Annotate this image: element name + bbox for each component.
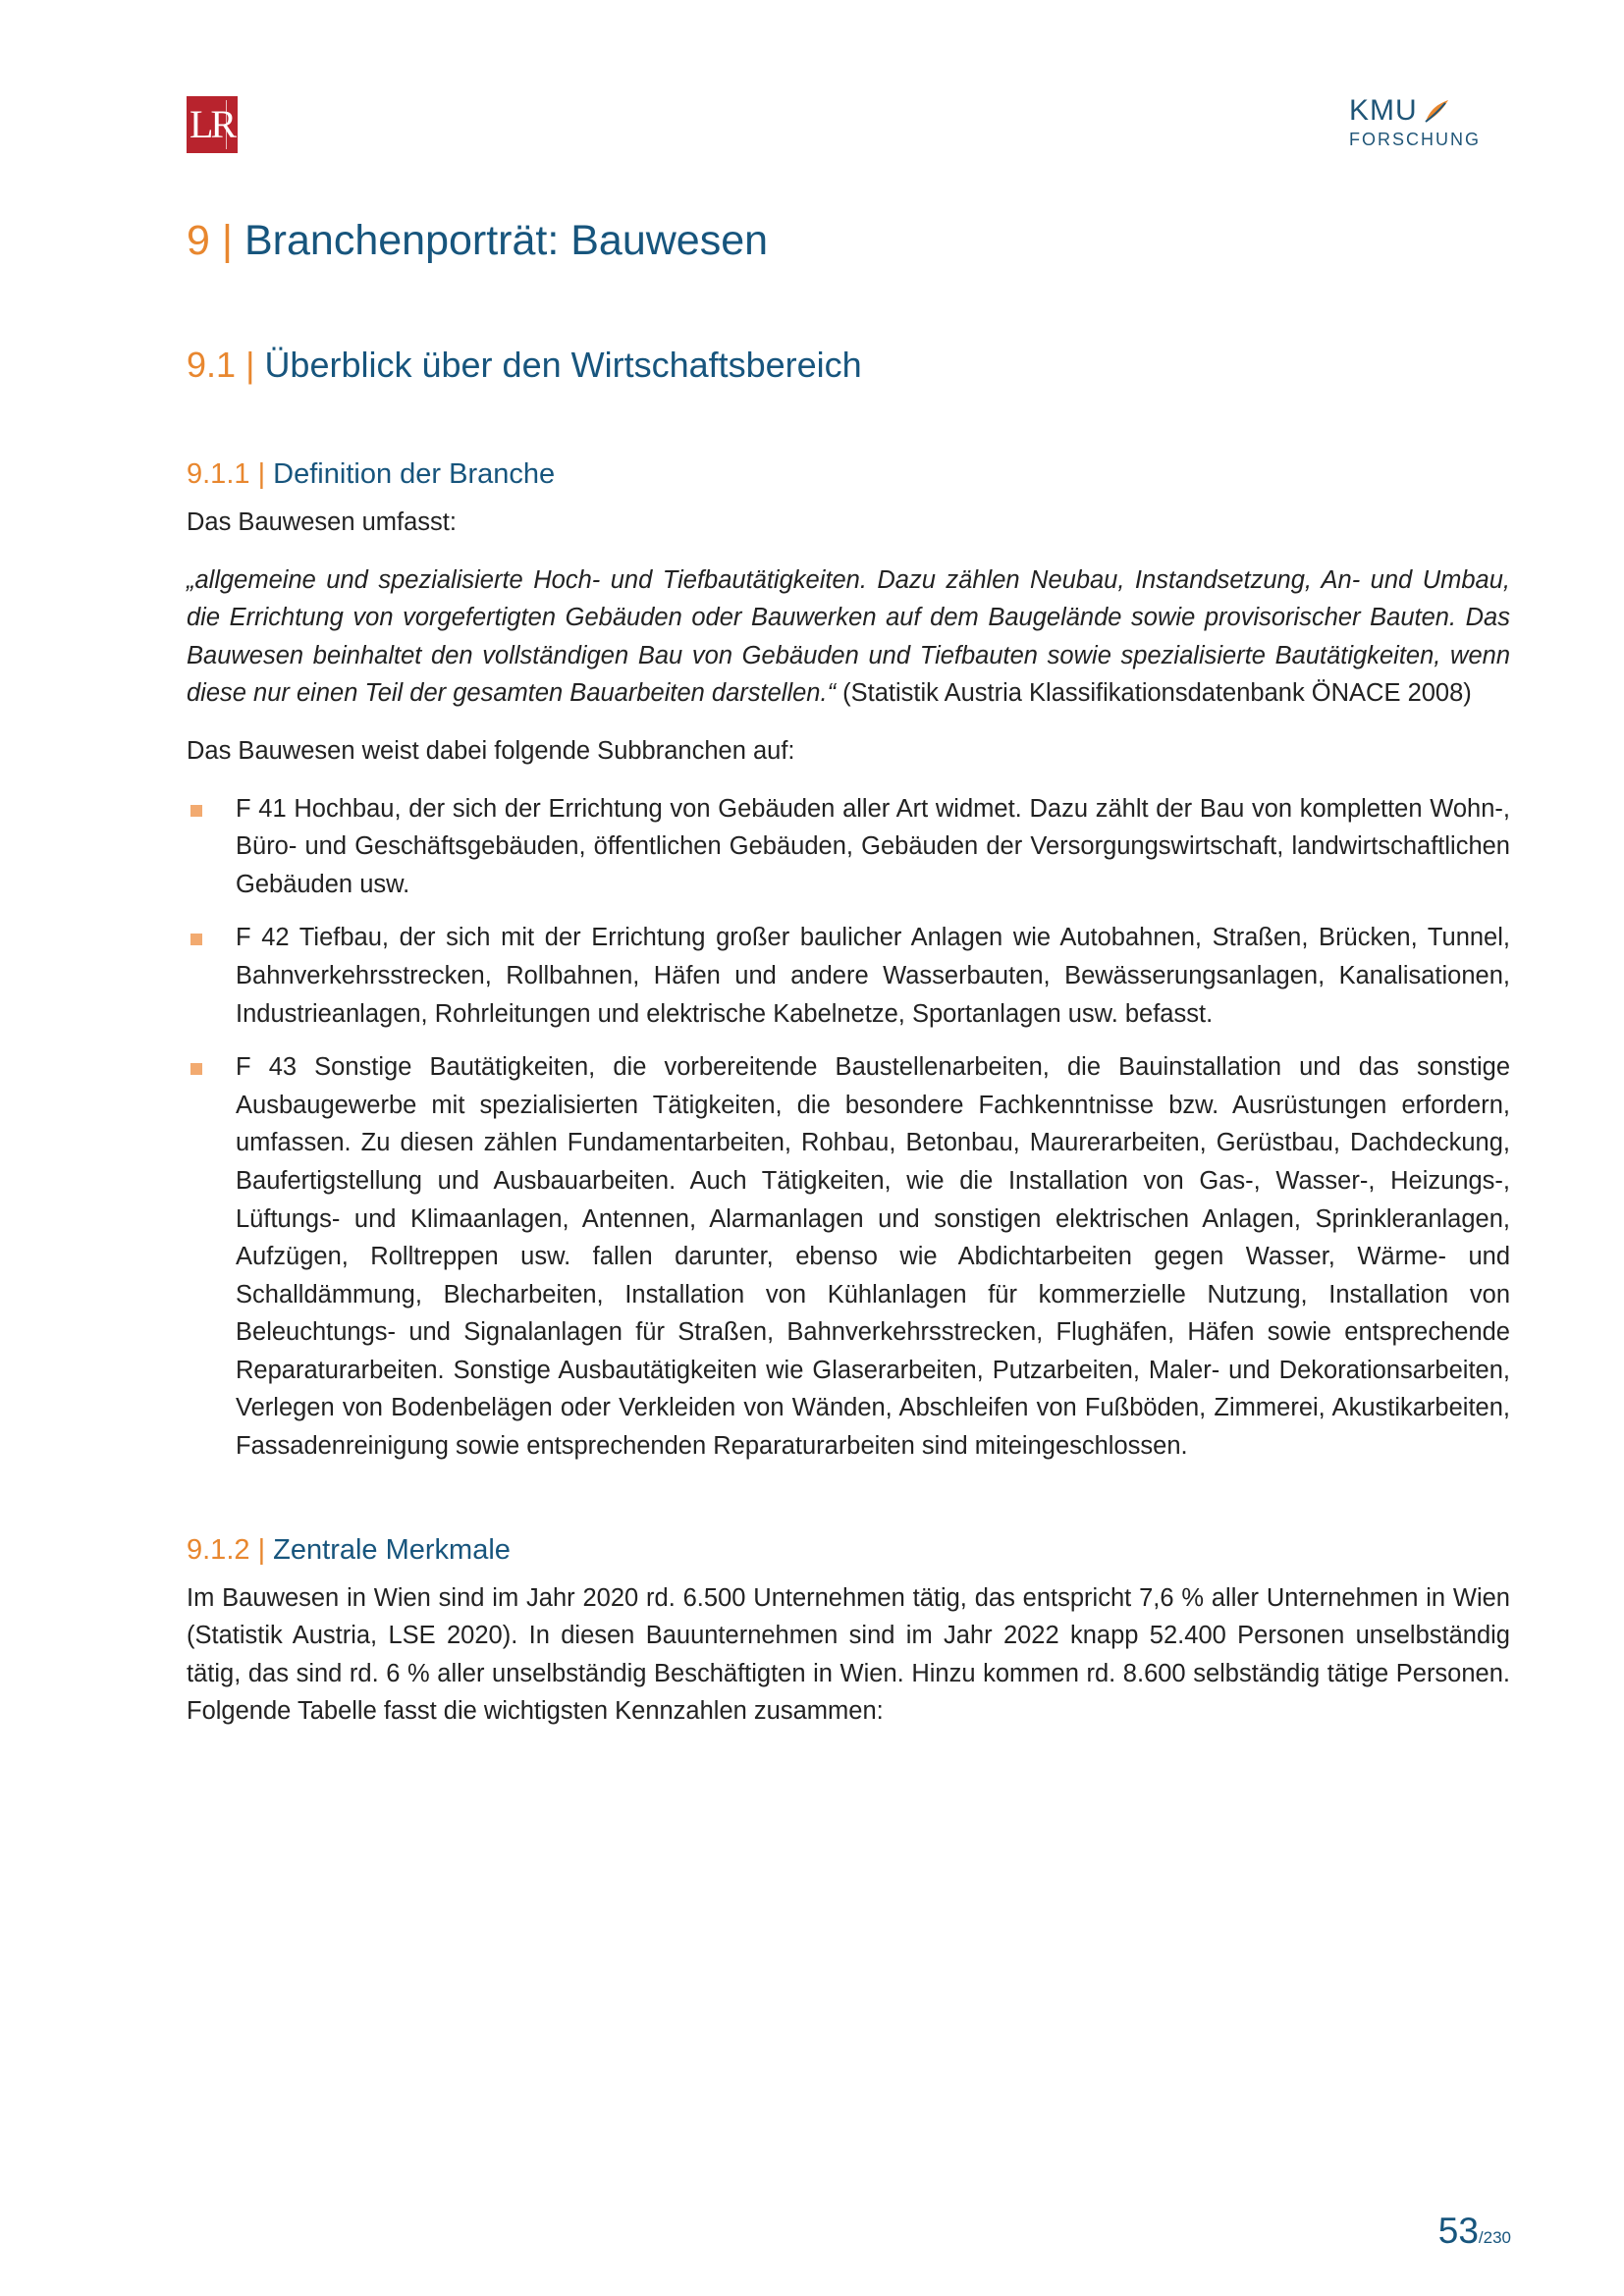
subsection-number: 9.1.2	[187, 1533, 250, 1566]
kmu-logo-text: KMU	[1349, 94, 1418, 127]
list-item	[187, 790, 1510, 904]
list-item	[187, 1048, 1510, 1466]
heading-separator: |	[257, 1533, 266, 1566]
lr-logo-side-strip	[226, 100, 235, 149]
subbranches-intro: Das Bauwesen weist dabei folgende Subbranchen auf:	[187, 736, 795, 765]
list-item-text: F 43 Sonstige Bautätigkeiten, die vorbereitende Baustellenarbeiten, die Bauinstallation und das sonstige Ausbaugewerbe mit spezialisierten Tätigkeiten, die besondere Fachkenntnisse bzw. Ausrüstungen erfordern, umfassen. Zu diesen zählen Fundamentarbeiten, Rohbau, Betonbau, Maurerarbeiten, Gerüstbau, Dachdeckung, Baufertigstellung und Ausbauarbeiten. Auch Tätigkeiten, wie die Installation von Gas-, Wasser-, Heizungs-, Lüftungs- und Klimaanlagen, Antennen, Alarmanlagen und sonstigen elektrischen Anlagen, Sprinkleranlagen, Aufzügen, Rolltreppen usw. fallen darunter, ebenso wie Abdichtarbeiten gegen Wasser, Wärme- und Schalldämmung, Blecharbeiten, Installation von Kühlanlagen für kommerzielle Nutzung, Installation von Beleuchtungs- und Signalanlagen für Straßen, Bahnverkehrsstrecken, Flughäfen, Häfen sowie entsprechende Reparaturarbeiten. Sonstige Ausbautätigkeiten wie Glaserarbeiten, Putzarbeiten, Maler- und Dekorationsarbeiten, Verlegen von Bodenbelägen oder Verkleiden von Wänden, Abschleifen von Fußböden, Zimmerei, Akustikarbeiten, Fassadenreinigung sowie entsprechenden Reparaturarbeiten sind miteingeschlossen.	[236, 1053, 1510, 1461]
subsection-title: Zentrale Merkmale	[273, 1533, 511, 1566]
chapter-number: 9	[187, 217, 210, 264]
list-item	[187, 919, 1510, 1033]
quote-source: (Statistik Austria Klassifikationsdatenbank ÖNACE 2008)	[836, 679, 1472, 708]
page-content	[187, 211, 1510, 1731]
subbranches-list	[187, 790, 1510, 1466]
section-heading	[187, 341, 1510, 390]
page-header	[187, 94, 1481, 165]
square-bullet-icon	[190, 1063, 202, 1075]
current-page: 53	[1437, 2211, 1479, 2251]
section-title: Überblick über den Wirtschaftsbereich	[264, 345, 862, 385]
heading-separator: |	[257, 458, 266, 490]
heading-separator: |	[245, 345, 255, 385]
subsection-heading-merkmale	[187, 1530, 1510, 1570]
kmu-forschung-logo	[1349, 94, 1481, 150]
definition-quote: „allgemeine und spezialisierte Hoch- und Tiefbautätigkeiten. Dazu zählen Neubau, Instandsetzung, An- und Umbau, die Errichtung von vorgefertigten Gebäuden oder Bauwerken auf dem Baugelände sowie provisorischer Bauten. Das Bauwesen beinhaltet den vollständigen Bau von Gebäuden und Tiefbauten sowie spezialisierte Bautätigkeiten, wenn diese nur einen Teil der gesamten Bauarbeiten darstellen.“	[187, 565, 1510, 708]
lr-logo-letters: LR	[189, 102, 235, 146]
section-number: 9.1	[187, 345, 237, 385]
subsection-title: Definition der Branche	[273, 458, 556, 490]
definition-quote-paragraph	[187, 561, 1510, 713]
square-bullet-icon	[190, 805, 202, 817]
subsection-number: 9.1.1	[187, 458, 250, 490]
page-number	[1438, 2211, 1511, 2252]
merkmale-paragraph: Im Bauwesen in Wien sind im Jahr 2020 rd. 6.500 Unternehmen tätig, das entspricht 7,6 % aller Unternehmen in Wien (Statistik Austria, LSE 2020). In diesen Bauunternehmen sind im Jahr 2022 knapp 52.400 Personen unselbständig tätig, das sind rd. 6 % aller unselbständig Beschäftigten in Wien. Hinzu kommen rd. 8.600 selbständig tätige Personen. Folgende Tabelle fasst die wichtigsten Kennzahlen zusammen:	[187, 1583, 1510, 1726]
heading-separator: |	[221, 217, 234, 264]
square-bullet-icon	[190, 934, 202, 945]
chapter-heading	[187, 211, 1510, 270]
total-pages: /230	[1478, 2228, 1511, 2247]
list-item-text: F 41 Hochbau, der sich der Errichtung von Gebäuden aller Art widmet. Dazu zählt der Bau von kompletten Wohn-, Büro- und Geschäftsgebäuden, öffentlichen Gebäuden, Gebäuden der Versorgungswirtschaft, landwirtschaftlichen Gebäuden usw.	[236, 794, 1510, 898]
chapter-title: Branchenporträt: Bauwesen	[244, 217, 769, 264]
lr-logo	[187, 96, 238, 153]
subsection-heading-definition	[187, 454, 1510, 494]
list-item-text: F 42 Tiefbau, der sich mit der Errichtung großer baulicher Anlagen wie Autobahnen, Straßen, Brücken, Tunnel, Bahnverkehrsstrecken, Rollbahnen, Häfen und andere Wasserbauten, Bewässerungsanlagen, Kanalisationen, Industrieanlagen, Rohrleitungen und elektrische Kabelnetze, Sportanlagen usw. befasst.	[236, 924, 1510, 1028]
intro-paragraph: Das Bauwesen umfasst:	[187, 508, 457, 536]
forschung-logo-text: FORSCHUNG	[1349, 130, 1481, 149]
leaf-icon	[1422, 96, 1451, 126]
